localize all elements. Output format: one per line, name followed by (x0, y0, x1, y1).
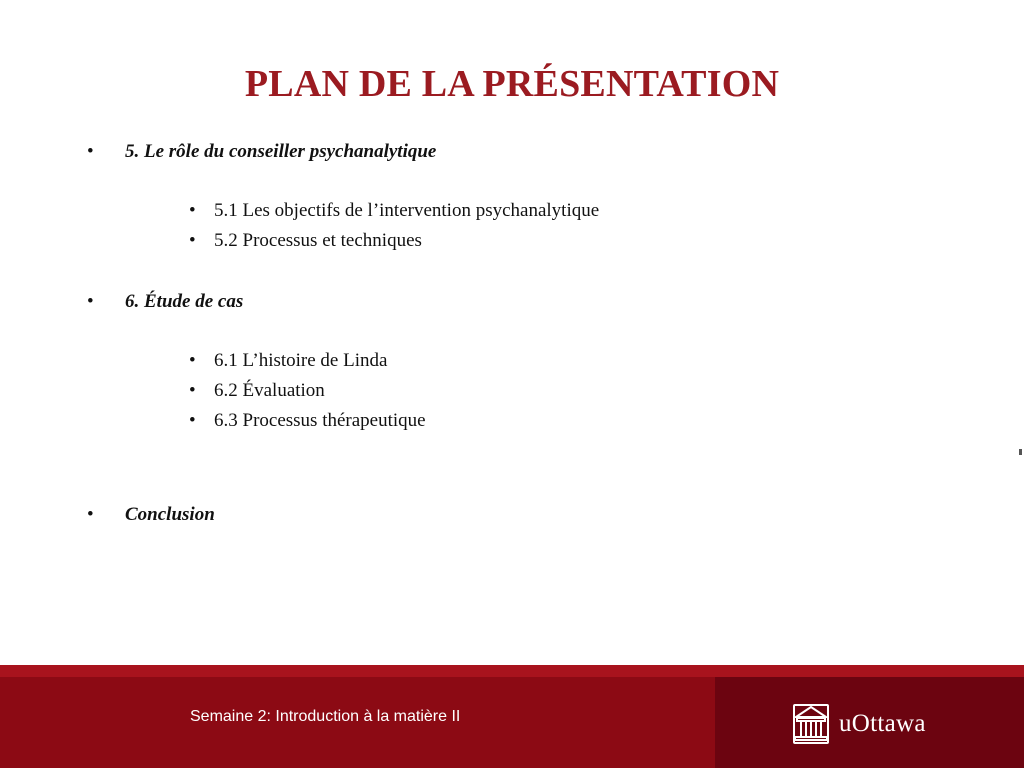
slide-footer (0, 665, 1024, 768)
edge-mark (1019, 449, 1022, 455)
bullet-glyph: • (87, 291, 94, 312)
section-heading-conclusion: Conclusion (125, 504, 215, 525)
bullet-glyph: • (87, 504, 94, 525)
bullet-glyph: • (189, 410, 196, 431)
subitem-processus-therapeutique: 6.3 Processus thérapeutique (214, 410, 426, 431)
bullet-glyph: • (189, 350, 196, 371)
subitem-histoire-linda: 6.1 L’histoire de Linda (214, 350, 388, 371)
section-heading-etude-de-cas: 6. Étude de cas (125, 291, 244, 312)
bullet-glyph: • (189, 380, 196, 401)
bullet-glyph: • (189, 200, 196, 221)
footer-top-stripe (0, 665, 1024, 677)
bullet-glyph: • (87, 141, 94, 162)
subitem-objectifs: 5.1 Les objectifs de l’intervention psychanalytique (214, 200, 600, 221)
university-building-icon (793, 704, 829, 744)
logo-wordmark: uOttawa (839, 710, 926, 737)
subitem-processus-techniques: 5.2 Processus et techniques (214, 230, 422, 251)
uottawa-logo (793, 704, 926, 744)
slide-title: PLAN DE LA PRÉSENTATION (244, 63, 780, 105)
bullet-glyph: • (189, 230, 196, 251)
subitem-evaluation: 6.2 Évaluation (214, 380, 325, 401)
section-heading-role-conseiller: 5. Le rôle du conseiller psychanalytique (125, 141, 437, 162)
footer-caption: Semaine 2: Introduction à la matière II (190, 708, 461, 725)
